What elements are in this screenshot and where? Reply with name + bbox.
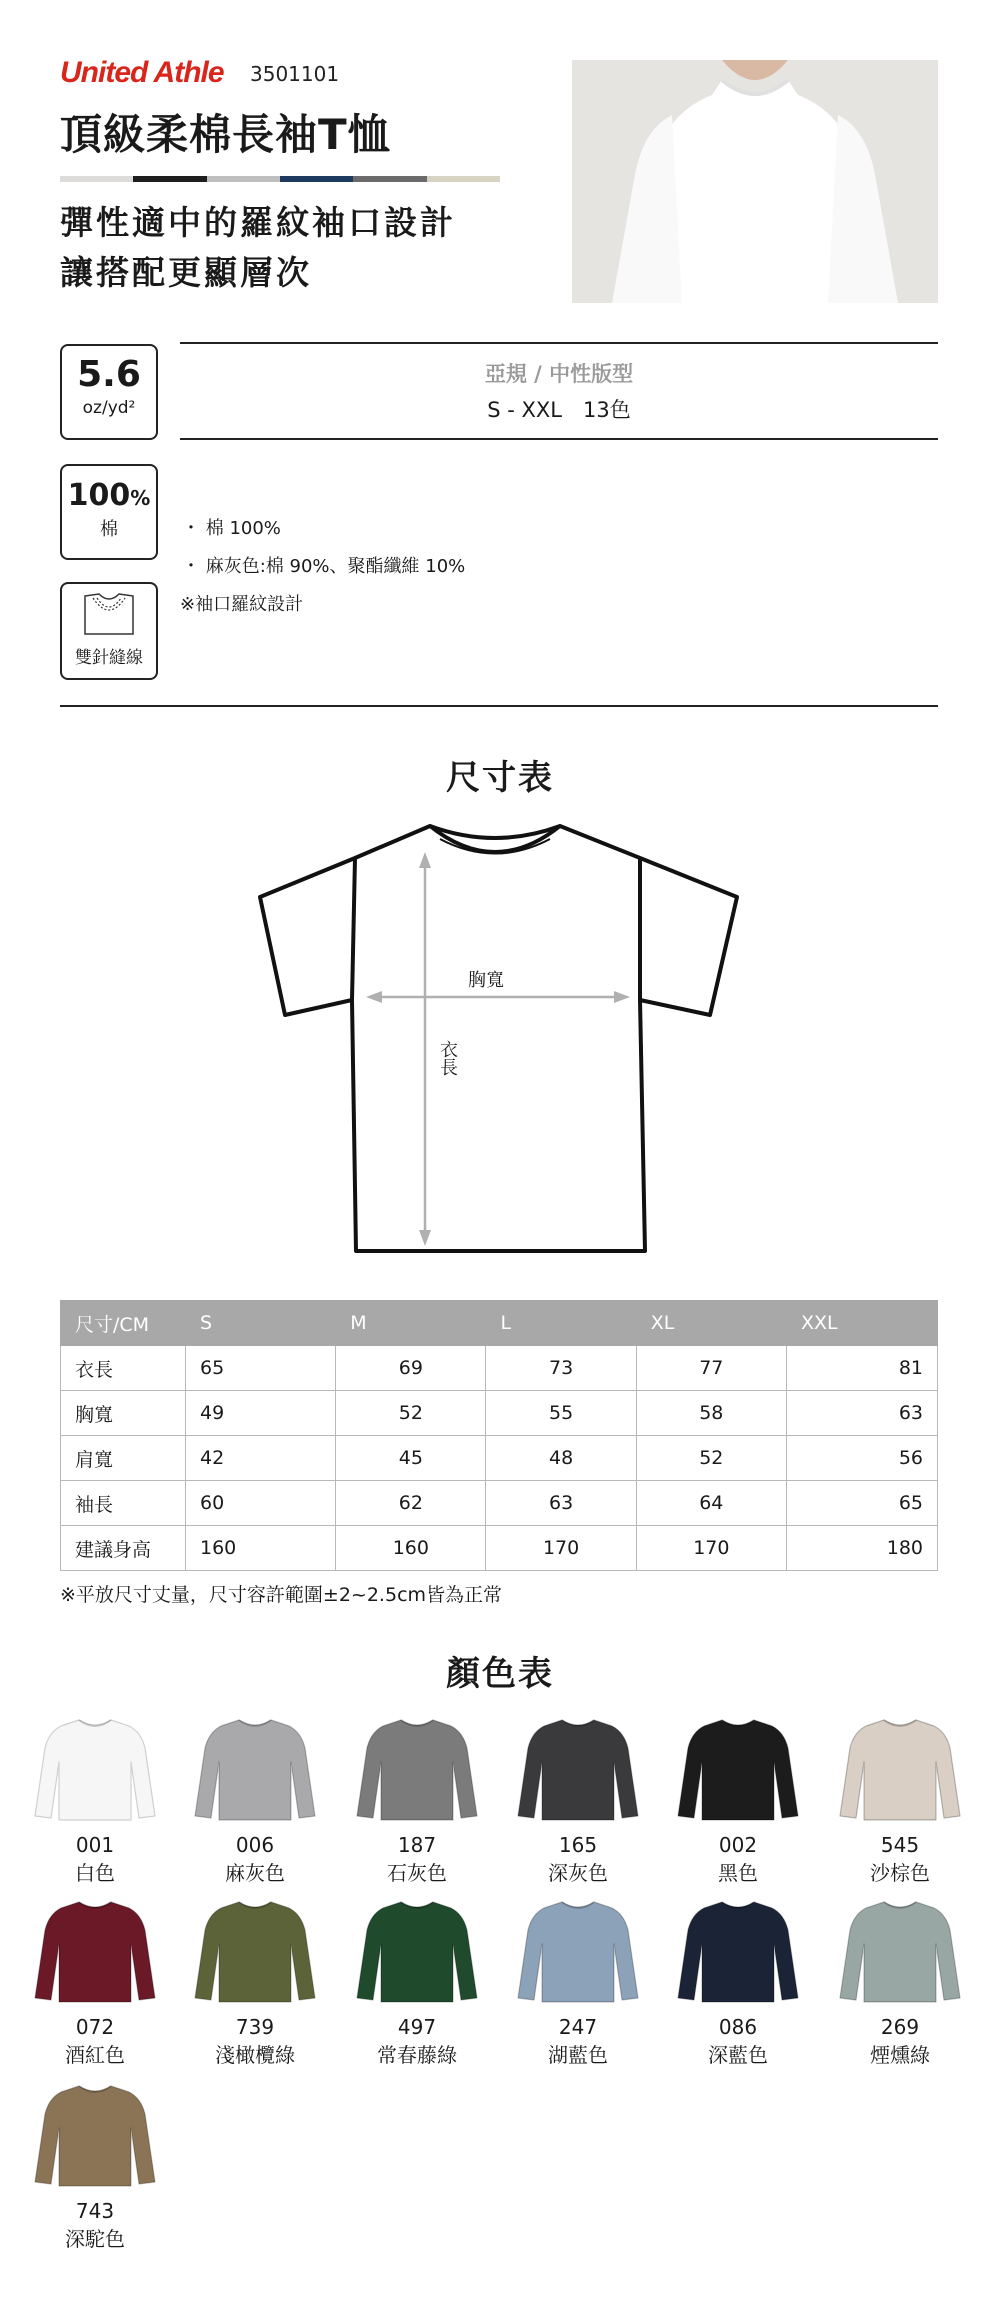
table-cell: 160 [336, 1526, 486, 1571]
table-row [61, 1346, 938, 1391]
table-cell: 180 [786, 1526, 937, 1571]
shirt-icon [838, 1716, 962, 1824]
shirt-icon [193, 1716, 317, 1824]
table-row [61, 1526, 938, 1571]
table-cell: 45 [336, 1436, 486, 1481]
table-header: L [486, 1301, 636, 1346]
color-name: 黑色 [718, 1861, 758, 1885]
table-cell: 63 [486, 1481, 636, 1526]
color-name: 湖藍色 [548, 2043, 608, 2067]
color-code: 247 [558, 2015, 598, 2039]
table-cell: 64 [636, 1481, 786, 1526]
table-cell: 49 [186, 1391, 336, 1436]
table-cell: 62 [336, 1481, 486, 1526]
shirt-icon [676, 1898, 800, 2006]
shirt-icon [516, 1898, 640, 2006]
color-swatch-497[interactable] [337, 1898, 497, 2070]
color-swatch-545[interactable] [820, 1716, 980, 1888]
color-chart-title: 顏色表 [446, 1654, 554, 1694]
color-swatch-086[interactable] [658, 1898, 818, 2070]
shirt-icon [516, 1716, 640, 1824]
product-code: 3501101 [250, 62, 340, 86]
color-code: 187 [397, 1833, 437, 1857]
material-line-2: ・ 麻灰色:棉 90%、聚酯纖維 10% [182, 556, 466, 577]
table-cell: 60 [186, 1481, 336, 1526]
table-cell: 55 [486, 1391, 636, 1436]
color-name: 深藍色 [708, 2043, 768, 2067]
color-name: 煙燻綠 [870, 2043, 930, 2067]
table-row [61, 1391, 938, 1436]
table-cell: 52 [336, 1391, 486, 1436]
table-cell: 170 [486, 1526, 636, 1571]
table-cell: 56 [786, 1436, 937, 1481]
chest-label: 胸寬 [468, 970, 504, 991]
color-swatch-001[interactable] [15, 1716, 175, 1888]
color-name: 常春藤綠 [377, 2043, 457, 2067]
size-table [60, 1300, 938, 1571]
brand-logo: United Athle [60, 56, 224, 89]
color-name: 酒紅色 [65, 2043, 125, 2067]
color-code: 072 [75, 2015, 115, 2039]
table-header: S [186, 1301, 336, 1346]
color-code: 002 [718, 1833, 758, 1857]
table-cell: 65 [786, 1481, 937, 1526]
table-cell: 42 [186, 1436, 336, 1481]
length-label: 衣長 [437, 1040, 458, 1076]
color-name: 深駝色 [65, 2227, 125, 2251]
shirt-icon [193, 1898, 317, 2006]
table-cell: 52 [636, 1436, 786, 1481]
table-cell: 建議身高 [61, 1526, 186, 1571]
fit-value: S - XXL 13色 [487, 398, 631, 422]
color-name: 深灰色 [548, 1861, 608, 1885]
color-swatch-269[interactable] [820, 1898, 980, 2070]
color-code: 001 [75, 1833, 115, 1857]
weight-unit: oz/yd² [82, 398, 136, 418]
cotton-number: 100 [67, 478, 131, 513]
material-line-1: ・ 棉 100% [182, 518, 281, 539]
color-name: 沙棕色 [870, 1861, 930, 1885]
color-code: 739 [235, 2015, 275, 2039]
color-code: 165 [558, 1833, 598, 1857]
table-cell: 肩寬 [61, 1436, 186, 1481]
shirt-icon [33, 2082, 157, 2190]
table-header: M [336, 1301, 486, 1346]
table-cell: 77 [636, 1346, 786, 1391]
fit-label: 亞規 / 中性版型 [484, 362, 634, 386]
table-cell: 170 [636, 1526, 786, 1571]
color-swatch-002[interactable] [658, 1716, 818, 1888]
table-cell: 衣長 [61, 1346, 186, 1391]
stitch-label: 雙針縫線 [75, 648, 143, 668]
color-swatch-743[interactable] [15, 2082, 175, 2254]
table-cell: 胸寬 [61, 1391, 186, 1436]
color-code: 497 [397, 2015, 437, 2039]
table-cell: 65 [186, 1346, 336, 1391]
color-swatch-247[interactable] [498, 1898, 658, 2070]
shirt-icon [33, 1716, 157, 1824]
table-cell: 160 [186, 1526, 336, 1571]
shirt-icon [355, 1716, 479, 1824]
color-swatch-006[interactable] [175, 1716, 335, 1888]
shirt-icon [33, 1898, 157, 2006]
size-note: ※平放尺寸丈量，尺寸容許範圍±2~2.5cm皆為正常 [60, 1584, 503, 1606]
color-name: 白色 [75, 1861, 115, 1885]
color-code: 086 [718, 2015, 758, 2039]
table-cell: 73 [486, 1346, 636, 1391]
table-cell: 63 [786, 1391, 937, 1436]
color-code: 743 [75, 2199, 115, 2223]
color-swatch-187[interactable] [337, 1716, 497, 1888]
table-cell: 81 [786, 1346, 937, 1391]
shirt-icon [838, 1898, 962, 2006]
color-swatch-072[interactable] [15, 1898, 175, 2070]
table-row [61, 1436, 938, 1481]
color-name: 麻灰色 [225, 1861, 285, 1885]
table-cell: 69 [336, 1346, 486, 1391]
color-code: 269 [880, 2015, 920, 2039]
color-name: 石灰色 [387, 1861, 447, 1885]
tagline-line-1: 彈性適中的羅紋袖口設計 [60, 203, 456, 242]
shirt-icon [355, 1898, 479, 2006]
table-row [61, 1481, 938, 1526]
shirt-icon [676, 1716, 800, 1824]
tagline-line-2: 讓搭配更顯層次 [60, 253, 312, 292]
table-cell: 袖長 [61, 1481, 186, 1526]
table-header: XXL [786, 1301, 937, 1346]
material-note: ※袖口羅紋設計 [180, 594, 304, 615]
table-header: 尺寸/CM [61, 1301, 186, 1346]
table-header: XL [636, 1301, 786, 1346]
color-swatch-739[interactable] [175, 1898, 335, 2070]
weight-value: 5.6 [77, 354, 141, 395]
color-name: 淺橄欖綠 [215, 2043, 295, 2067]
color-code: 006 [235, 1833, 275, 1857]
color-code: 545 [880, 1833, 920, 1857]
cotton-label: 棉 [100, 519, 118, 540]
table-cell: 48 [486, 1436, 636, 1481]
cotton-percent: % [130, 486, 151, 510]
size-chart-title: 尺寸表 [446, 758, 554, 798]
product-title: 頂級柔棉長袖T恤 [60, 110, 391, 159]
table-cell: 58 [636, 1391, 786, 1436]
table-header-row [61, 1301, 938, 1346]
color-swatch-165[interactable] [498, 1716, 658, 1888]
